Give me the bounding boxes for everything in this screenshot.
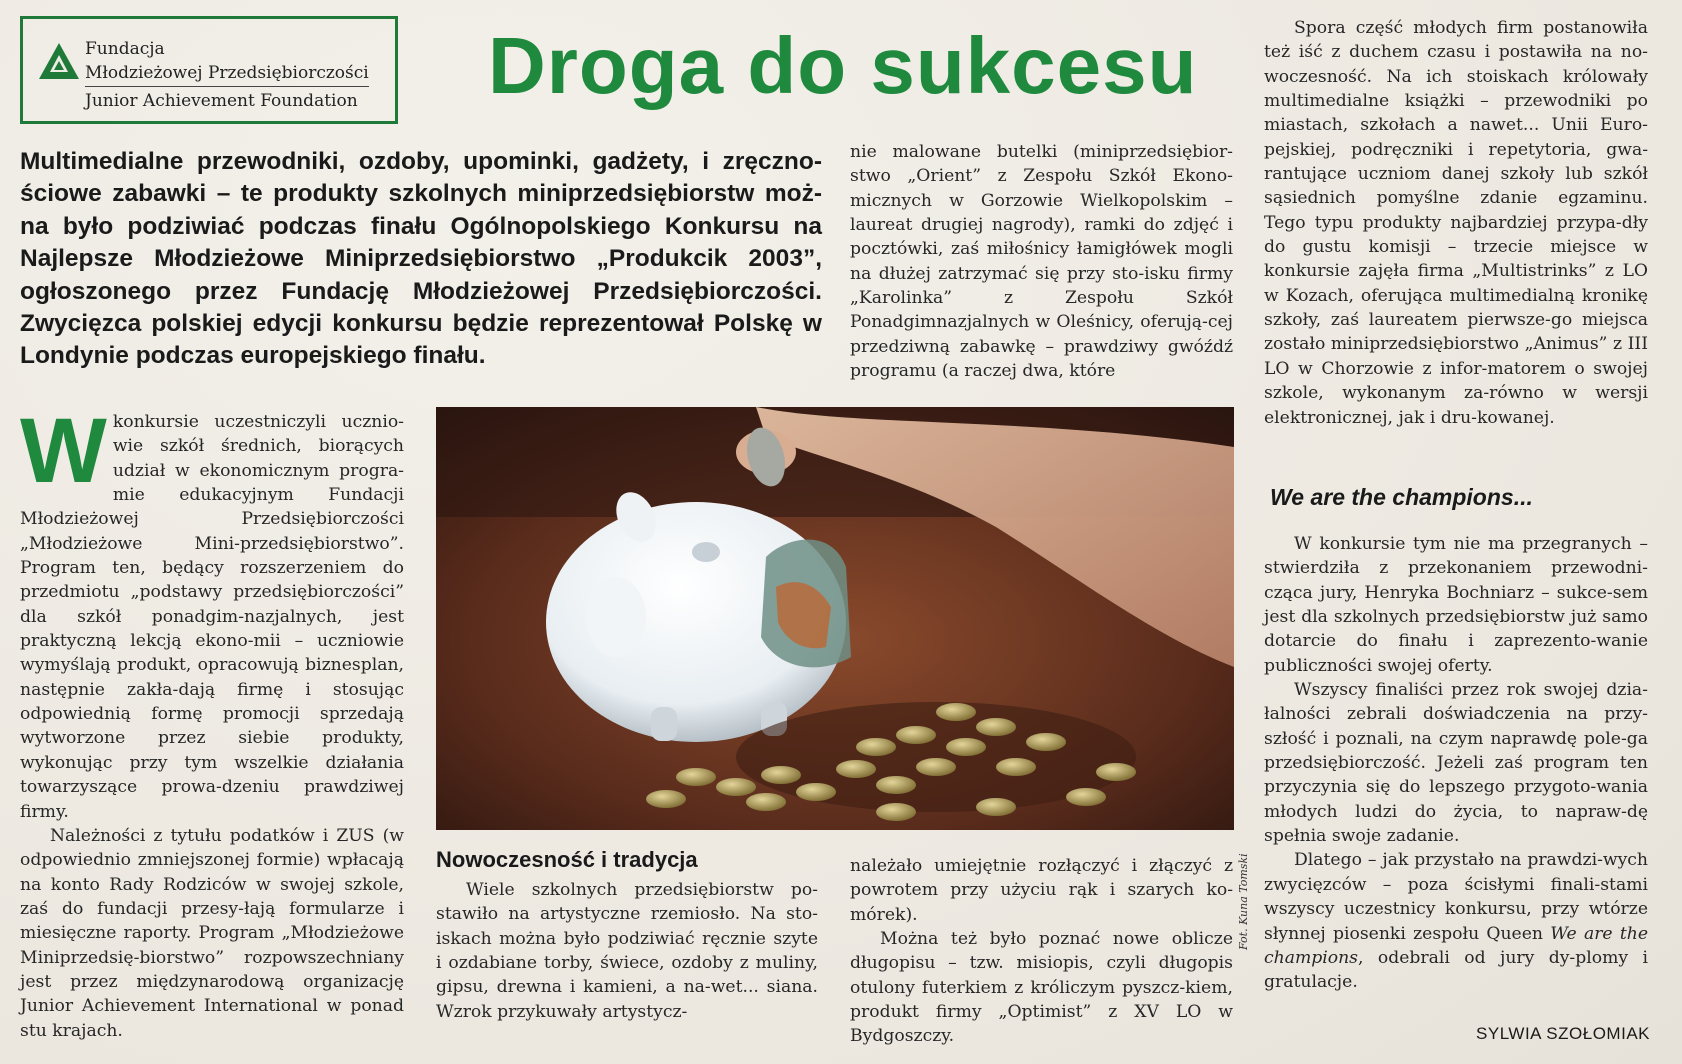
piggy-bank-illustration	[436, 407, 1234, 830]
subheading-tradition: Nowoczesność i tradycja	[436, 847, 698, 872]
col4-paragraph-1: W konkursie tym nie ma przegranych – stwierdziła z przekonaniem przewodni-cząca jury, Henryka Bochniarz – sukce-sem jest dla szkolnych przedsiębiorstw już samo dotarcie do finału i zaprezento-wanie publiczności swojej oferty.	[1264, 534, 1648, 676]
col4-top-text: Spora część młodych firm postanowiła też iść z duchem czasu i postawiła na no-woczesność. Na ich stoiskach królowały multimedialne książki – przewodniki po miastach, szkołach a nawet... Unii Euro-pejskiej, podręczniki i repetytoria, gwa-rantujące uczniom danej szkoły lub szkół sąsiednich pomyślne zdanie egzaminu. Tego typu produkty najbardziej przypa-dły do gustu komisji – trzecie miejsce w konkursie zajęła firma „Multistrinks” z LO w Kozach, oferująca multimedialną kronikę szkoły, zaś laureatem pierwsze-go miejsca zostało miniprzedsiębiorstwo „Animus” z III LO w Chorzowie z infor-matorem o swojej szkole, wykonanym za-równo w wersji elektronicznej, jak i dru-kowanej.	[1264, 18, 1648, 428]
piggy-bank-photo	[436, 407, 1234, 830]
author-byline: SYLWIA SZOŁOMIAK	[1476, 1024, 1650, 1043]
column-2-top	[850, 140, 1233, 383]
col2-bottom-text: Wiele szkolnych przedsiębiorstw po-stawiło na artystyczne rzemiosło. Na sto-iskach można było podziwiać ręcznie szyte i ozdabiane torby, świece, ozdoby z muliny, gipsu, drewna i kamieni, a na-wet... siana. Wzrok przykuwały artystycz-	[436, 880, 818, 1022]
col4-p3-start: Dlatego – jak przystało na prawdzi-wych zwycięzców – poza ścisłymi finali-stami wszyscy uczestnicy konkursu, przy wtórze słynnej piosenki zespołu Queen	[1264, 850, 1648, 944]
logo-text	[85, 37, 395, 113]
foundation-logo	[20, 16, 398, 124]
col4-p3-end: , odebrali od jury dy-plomy i gratulacje.	[1264, 947, 1648, 993]
logo-line-1: Fundacja	[85, 39, 165, 59]
col3-paragraph-1: należało umiejętnie rozłączyć i złączyć z powrotem przy użyciu rąk i szarych ko-mórek).	[850, 856, 1233, 925]
article-title: Droga do sukcesu	[488, 21, 1198, 110]
drop-cap: W	[20, 400, 107, 502]
logo-line-3: Junior Achievement Foundation	[85, 91, 358, 111]
photo-credit-wrap	[1237, 830, 1251, 950]
photo-credit: Fot. Kuna Tomski	[1237, 853, 1250, 950]
col4-paragraph-3	[1264, 848, 1648, 994]
column-2-bottom	[436, 878, 818, 1024]
col2-top-text: nie malowane butelki (miniprzedsiębior-stwo „Orient” z Zespołu Szkół Ekono-micznych w Gorzowie Wielkopolskim – laureat drugiej nagrody), ramki do zdjęć i pocztówki, zaś miłośnicy łamigłówek mogli na dłużej zatrzymać się przy sto-isku firmy „Karolinka” z Zespołu Szkół Ponadgimnazjalnych w Oleśnicy, oferują-cej przedziwną zabawkę – prawdziwy gwóźdź programu (a raczej dwa, które	[850, 142, 1233, 382]
lead-paragraph: Multimedialne przewodniki, ozdoby, upominki, gadżety, i zręczno-ściowe zabawki – te produkty szkolnych miniprzedsiębiorstw moż-na było podziwiać podczas finału Ogólnopolskiego Konkursu na Najlepsze Młodzieżowe Miniprzedsiębiorstwo „Produkcik 2003”, ogłoszonego przez Fundację Młodzieżowej Przedsiębiorczości. Zwycięzca polskiej edycji konkursu będzie reprezentował Polskę w Londynie podczas europejskiego finału.	[20, 148, 822, 370]
col4-paragraph-2: Wszyscy finaliści przez rok swojej dzia-łalności zebrali doświadczenia na przy-szłość i poznali, na czym naprawdę pole-ga przedsiębiorczość. Jeżeli zaś program ten przyczynia się do lepszego przygoto-wania młodych ludzi do życia, to napraw-dę spełnia swoje zadanie.	[1264, 680, 1648, 847]
logo-line-2: Młodzieżowej Przedsiębiorczości	[85, 61, 369, 87]
column-1	[20, 400, 404, 1043]
col1-paragraph-1: konkursie uczestniczyli ucznio-wie szkół średnich, biorących udział w ekonomicznym progra-mie edukacyjnym Fundacji Młodzieżowej Przedsiębiorczości „Młodzieżowe Mini-przedsiębiorstwo”. Program ten, będący rozszerzeniem do przedmiotu „podstawy przedsiębiorczości” dla szkół ponadgim-nazjalnych, jest praktyczną lekcją ekono-mii – uczniowie wymyślają produkt, opracowują biznesplan, następnie zakła-dają firmę i stosując odpowiednią formę promocji sprzedają wytworzone przez siebie produkty, wykonując przy tym wszelkie działania towarzyszące prowa-dzeniu prawdziwej firmy.	[20, 412, 404, 822]
col3-paragraph-2: Można też było poznać nowe oblicze długopisu – tzw. misiopis, czyli długopis otulony futerkiem z króliczym pyszcz-kiem, produkt firmy „Optimist” z XV LO w Bydgoszczy.	[850, 929, 1233, 1047]
subheading-champions: We are the champions...	[1270, 484, 1533, 510]
column-3-bottom	[850, 854, 1233, 1049]
triangle-logo-icon	[37, 41, 81, 81]
song-title: We are the champions	[1264, 923, 1648, 968]
col1-paragraph-2: Należności z tytułu podatków i ZUS (w odpowiednio zmniejszonej formie) wpłacają na konto Rady Rodziców w swojej szkole, zaś do fundacji przesy-łają formularze i miesięczne raporty. Program „Młodzieżowe Miniprzedsię-biorstwo” rozpowszechniany jest przez międzynarodową organizację Junior Achievement International w ponad stu krajach.	[20, 825, 404, 1041]
column-4-bottom	[1264, 532, 1648, 995]
column-4-top	[1264, 16, 1648, 430]
